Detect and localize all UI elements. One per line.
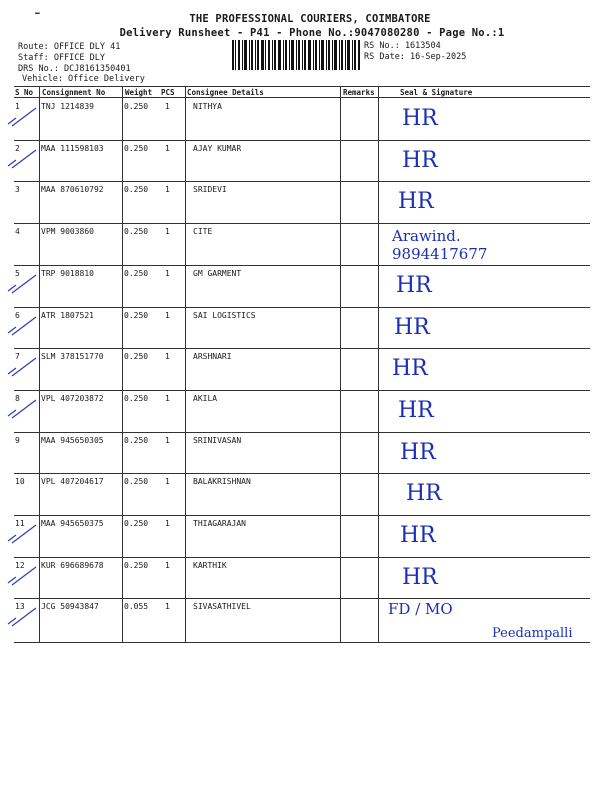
table-bottom-rule [14, 642, 590, 643]
row-pcs: 1 [165, 352, 170, 362]
row-divider [14, 307, 590, 308]
row-signature: HR [402, 147, 438, 173]
row-consignee: SRINIVASAN [193, 435, 242, 445]
row-weight: 0.250 [124, 143, 149, 153]
row-pcs: 1 [165, 519, 170, 528]
row-weight: 0.055 [124, 602, 149, 612]
header-consignment: Consignment No [42, 88, 106, 97]
row-divider [14, 598, 590, 599]
company-title: THE PROFESSIONAL COURIERS, COIMBATORE [189, 13, 431, 25]
staff-info: Staff: OFFICE DLY [18, 53, 105, 63]
row-divider [14, 473, 590, 474]
row-consignment: MAA 945650375 [41, 519, 104, 528]
row-consignee: BALAKRISHNAN [193, 477, 251, 487]
col-divider [340, 86, 341, 642]
row-consignment: VPL 407204617 [41, 477, 104, 487]
check-mark-icon [6, 268, 38, 295]
row-signature: HR [394, 314, 430, 340]
row-weight: 0.250 [124, 352, 149, 362]
row-sno: 6 [15, 310, 20, 320]
row-sno: 5 [15, 268, 20, 278]
row-consignment: MAA 870610792 [41, 185, 104, 195]
row-pcs: 1 [165, 310, 170, 320]
row-consignee: SRIDEVI [193, 185, 227, 195]
row-signature: FD / MO [388, 600, 453, 619]
row-consignee: GM GARMENT [193, 268, 242, 278]
row-pcs: 1 [165, 102, 170, 111]
row-signature: HR [396, 272, 432, 298]
row-consignee: SIVASATHIVEL [193, 602, 251, 612]
check-mark-icon [6, 104, 38, 128]
check-mark-icon [6, 143, 38, 170]
row-signature: Arawind. 9894417677 [392, 227, 488, 264]
route-info: Route: OFFICE DLY 41 [18, 42, 121, 52]
check-mark-icon [6, 560, 38, 587]
row-consignee: THIAGARAJAN [193, 519, 246, 528]
row-pcs: 1 [165, 560, 170, 570]
row-weight: 0.250 [124, 477, 149, 487]
row-sno: 13 [15, 602, 25, 612]
row-signature: HR [398, 189, 434, 215]
row-weight: 0.250 [124, 393, 149, 403]
row-pcs: 1 [165, 435, 170, 445]
row-consignment: TNJ 1214839 [41, 102, 94, 111]
row-sno: 12 [15, 560, 25, 570]
col-divider [378, 86, 379, 642]
row-weight: 0.250 [124, 435, 149, 445]
row-signature: HR [402, 564, 438, 590]
row-divider [14, 140, 590, 141]
runsheet-subtitle: Delivery Runsheet - P41 - Phone No.:9047080280 - Page No.:1 [119, 27, 505, 39]
row-divider [14, 390, 590, 391]
row-consignee: NITHYA [193, 102, 222, 111]
row-consignee: AJAY KUMAR [193, 143, 242, 153]
row-pcs: 1 [165, 393, 170, 403]
row-pcs: 1 [165, 227, 170, 237]
row-consignee: CITE [193, 227, 213, 237]
row-signature: HR [400, 523, 436, 548]
rs-date: RS Date: 16-Sep-2025 [364, 52, 467, 62]
header-pcs: PCS [161, 88, 175, 97]
row-divider [14, 432, 590, 433]
row-divider [14, 348, 590, 349]
row-sno: 3 [15, 185, 20, 195]
row-divider [14, 181, 590, 182]
row-consignment: KUR 696689678 [41, 560, 104, 570]
row-weight: 0.250 [124, 560, 149, 570]
row-sno: 7 [15, 352, 20, 362]
row-divider [14, 557, 590, 558]
check-mark-icon [6, 604, 38, 628]
row-consignment: VPM 9003860 [41, 227, 94, 237]
header-remarks: Remarks [343, 88, 375, 97]
header-weight: Weight [125, 88, 153, 97]
barcode-image [232, 40, 360, 70]
row-weight: 0.250 [124, 102, 149, 111]
row-pcs: 1 [165, 477, 170, 487]
row-consignment: TRP 9018810 [41, 268, 94, 278]
rs-number: RS No.: 1613504 [364, 41, 441, 51]
col-divider [39, 86, 40, 642]
row-weight: 0.250 [124, 185, 149, 195]
row-signature: HR [406, 481, 442, 507]
row-sno: 11 [15, 519, 25, 528]
table-top-rule [14, 86, 590, 87]
row-consignee: KARTHIK [193, 560, 227, 570]
header-consignee: Consignee Details [187, 88, 264, 97]
row-consignment: SLM 378151770 [41, 352, 104, 362]
row-signature: HR [398, 397, 434, 423]
row-sno: 9 [15, 435, 20, 445]
col-divider [122, 86, 123, 642]
row-consignment: JCG 50943847 [41, 602, 99, 612]
row-consignment: MAA 111598103 [41, 143, 104, 153]
row-divider [14, 265, 590, 266]
row-sno: 1 [15, 102, 20, 111]
row-pcs: 1 [165, 602, 170, 612]
row-consignment: ATR 1807521 [41, 310, 94, 320]
row-consignee: AKILA [193, 393, 218, 403]
row-weight: 0.250 [124, 227, 149, 237]
footer-handwritten-note: Peedampalli [492, 626, 573, 641]
row-weight: 0.250 [124, 268, 149, 278]
row-pcs: 1 [165, 268, 170, 278]
check-mark-icon [6, 521, 38, 545]
header-sno: S No [15, 88, 34, 97]
check-mark-icon [6, 354, 38, 378]
drs-number: DRS No.: DCJ8161350401 [18, 64, 131, 74]
row-consignment: VPL 407203872 [41, 393, 104, 403]
scan-mark: - [32, 2, 43, 23]
row-signature: HR [402, 106, 438, 131]
row-divider [14, 515, 590, 516]
col-divider [185, 86, 186, 642]
row-weight: 0.250 [124, 519, 149, 528]
row-sno: 8 [15, 393, 20, 403]
row-sno: 10 [15, 477, 25, 487]
row-signature: HR [392, 356, 428, 382]
row-pcs: 1 [165, 143, 170, 153]
row-consignee: ARSHNARI [193, 352, 232, 362]
header-signature: Seal & Signature [400, 88, 473, 97]
check-mark-icon [6, 393, 38, 420]
row-signature: HR [400, 439, 436, 465]
vehicle-info: Vehicle: Office Delivery [22, 74, 145, 84]
row-consignment: MAA 945650305 [41, 435, 104, 445]
row-consignee: SAI LOGISTICS [193, 310, 256, 320]
row-sno: 4 [15, 227, 20, 237]
row-weight: 0.250 [124, 310, 149, 320]
row-divider [14, 223, 590, 224]
row-sno: 2 [15, 143, 20, 153]
header-bottom-rule [14, 97, 590, 98]
row-pcs: 1 [165, 185, 170, 195]
check-mark-icon [6, 310, 38, 337]
